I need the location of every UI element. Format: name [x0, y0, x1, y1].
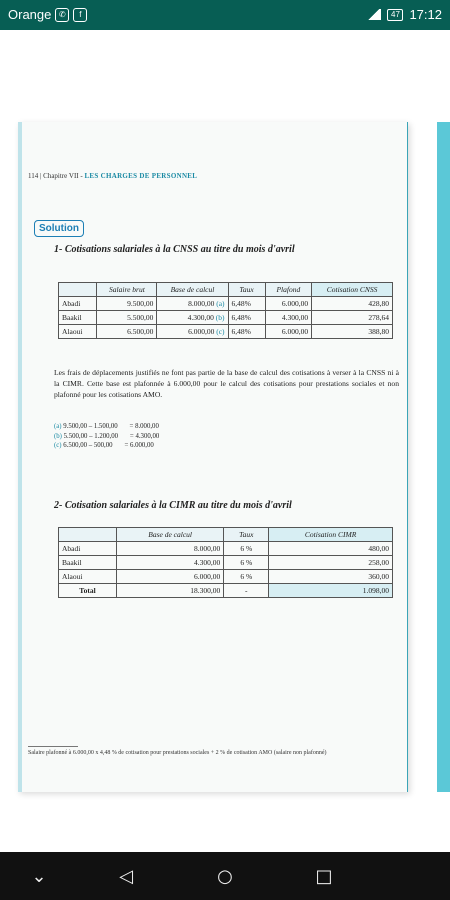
calc-expr: 9.500,00 – 1.500,00: [63, 423, 118, 430]
cotisation: 258,00: [269, 556, 393, 570]
table-header: Cotisation CNSS: [312, 283, 393, 297]
table-header: [59, 528, 117, 542]
calc-label: (a): [54, 423, 62, 430]
footnote-separator: [28, 746, 78, 747]
signal-icon: [367, 9, 381, 20]
base-calcul: 8.000,00: [188, 299, 215, 308]
table-row: [59, 570, 393, 584]
explanation-paragraph: Les frais de déplacements justifiés ne font pas partie de la base de calcul des cotisations à verser à la CNSS ni à la CIMR. Cette base est plafonnée à 6.000,00 pour le calcul des cotisations pour prestations sociales et non plafonné pour les cotisations AMO.: [54, 368, 399, 399]
cotisation: 388,80: [312, 325, 393, 339]
table-header: Salaire brut: [97, 283, 157, 297]
total-base: 18.300,00: [116, 584, 223, 598]
battery-icon: [387, 9, 403, 21]
cotisation: 360,00: [269, 570, 393, 584]
navigation-bar: [0, 852, 450, 900]
back-icon[interactable]: ◁: [119, 865, 133, 887]
table-row: [59, 325, 393, 339]
salaire-brut: 9.500,00: [97, 297, 157, 311]
table-row: [59, 556, 393, 570]
section-2-title: 2- Cotisation salariales à la CIMR au titre du mois d'avril: [54, 500, 292, 511]
base-calcul-cell: [157, 325, 228, 339]
total-taux: -: [224, 584, 269, 598]
battery-level: 47: [391, 9, 400, 19]
calc-line: [54, 441, 159, 451]
salaire-brut: 6.500,00: [97, 325, 157, 339]
employee-name: Alaoui: [59, 570, 117, 584]
cimr-table: [58, 527, 393, 598]
section-1-title: 1- Cotisations salariales à la CNSS au titre du mois d'avril: [54, 244, 295, 255]
base-calcul-cell: [157, 311, 228, 325]
base-calcul: 6.000,00: [188, 327, 215, 336]
plafond: 4.300,00: [265, 311, 312, 325]
taux: 6,48%: [228, 325, 265, 339]
calc-result: = 4.300,00: [129, 432, 160, 440]
facebook-icon: f: [73, 8, 87, 22]
calc-result: = 6.000,00: [124, 442, 154, 450]
taux: 6,48%: [228, 311, 265, 325]
salaire-brut: 5.500,00: [97, 311, 157, 325]
page-margin-strip: [18, 122, 22, 792]
calculation-list: [54, 422, 159, 451]
base-flag: (a): [216, 299, 225, 308]
base-calcul: 4.300,00: [116, 556, 223, 570]
home-icon[interactable]: ○: [217, 865, 233, 887]
image-viewer[interactable]: [0, 30, 450, 852]
carrier-label: Orange: [8, 7, 52, 22]
table-header: Taux: [224, 528, 269, 542]
footnote: Salaire plafonné à 6.000,00 x 4,48 % de cotisation pour prestations sociales + 2 % de cotisation AMO (salaire non plafonné): [28, 750, 327, 756]
table-header: [59, 283, 97, 297]
cotisation: 480,00: [269, 542, 393, 556]
book-page-photo: [18, 122, 408, 792]
status-bar: [0, 0, 450, 30]
plafond: 6.000,00: [265, 325, 312, 339]
total-row: [59, 584, 393, 598]
calc-expr: 6.500,00 – 500,00: [63, 442, 113, 450]
chapter-label: Chapitre VII -: [43, 172, 83, 180]
chapter-title: LES CHARGES DE PERSONNEL: [84, 172, 198, 180]
next-page-edge: [437, 122, 450, 792]
calc-line: [54, 422, 159, 432]
taux: 6,48%: [228, 297, 265, 311]
base-calcul-cell: [157, 297, 228, 311]
taux: 6 %: [224, 570, 269, 584]
table-header-row: [59, 528, 393, 542]
whatsapp-icon: ✆: [55, 8, 69, 22]
plafond: 6.000,00: [265, 297, 312, 311]
cnss-table: [58, 282, 393, 339]
base-flag: (c): [216, 327, 225, 336]
chevron-down-icon[interactable]: ⌄: [31, 865, 47, 887]
employee-name: Abadi: [59, 542, 117, 556]
table-row: [59, 311, 393, 325]
base-calcul: 6.000,00: [116, 570, 223, 584]
page-header: 114 | Chapitre VII - LES CHARGES DE PERSONNEL: [28, 172, 198, 180]
base-calcul: 4.300,00: [187, 313, 214, 322]
table-header: Base de calcul: [157, 283, 228, 297]
employee-name: Baakil: [59, 556, 117, 570]
calc-label: (b): [54, 432, 62, 440]
table-header: Plafond: [265, 283, 312, 297]
calc-result: = 8.000,00: [129, 423, 159, 430]
total-cotisation: 1.098,00: [269, 584, 393, 598]
table-header: Cotisation CIMR: [269, 528, 393, 542]
table-header-row: [59, 283, 393, 297]
base-flag: (b): [215, 313, 225, 322]
calc-label: (c): [54, 442, 62, 450]
solution-badge: Solution: [34, 220, 84, 237]
cotisation: 278,64: [312, 311, 393, 325]
total-label: Total: [59, 584, 117, 598]
table-header: Base de calcul: [116, 528, 223, 542]
calc-line: [54, 432, 159, 442]
clock: 17:12: [409, 7, 442, 22]
recents-icon[interactable]: □: [315, 865, 333, 887]
base-calcul: 8.000,00: [116, 542, 223, 556]
calc-expr: 5.500,00 – 1.200,00: [63, 432, 119, 440]
table-header: Taux: [228, 283, 265, 297]
employee-name: Alaoui: [59, 325, 97, 339]
taux: 6 %: [224, 556, 269, 570]
employee-name: Abadi: [59, 297, 97, 311]
page-number: 114: [28, 172, 39, 180]
cotisation: 428,80: [312, 297, 393, 311]
taux: 6 %: [224, 542, 269, 556]
page-edge: [407, 122, 408, 792]
table-row: [59, 542, 393, 556]
table-row: [59, 297, 393, 311]
employee-name: Baakil: [59, 311, 97, 325]
